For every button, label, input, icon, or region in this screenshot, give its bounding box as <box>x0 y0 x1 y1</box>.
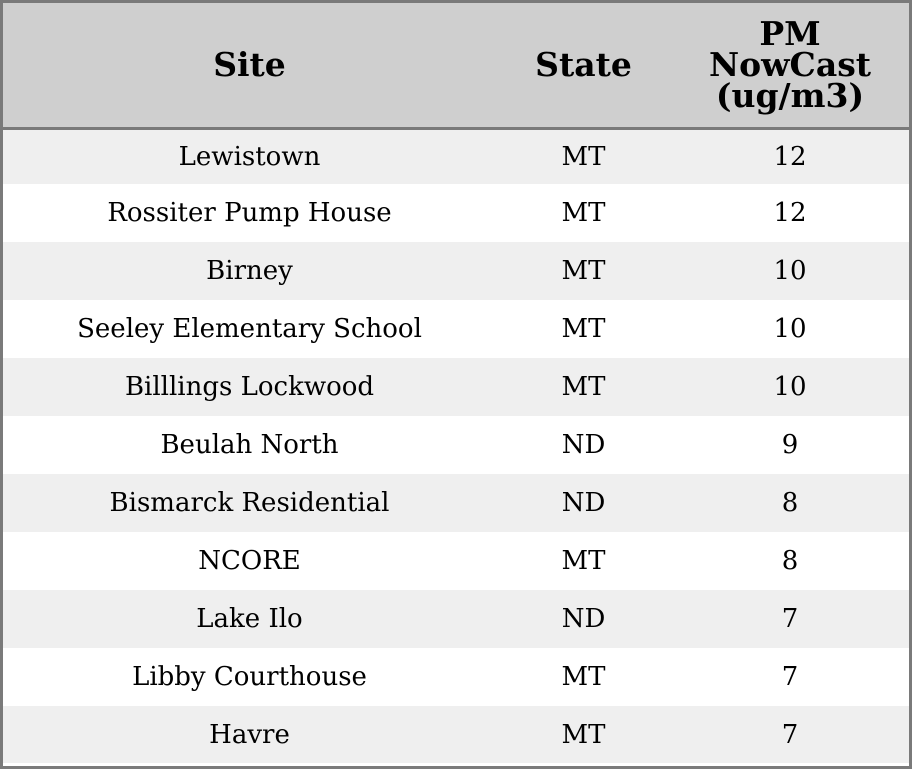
cell-site: Lake Ilo <box>196 604 303 634</box>
cell-state: MT <box>561 719 606 750</box>
cell-state: ND <box>561 430 606 460</box>
table-row <box>3 242 909 300</box>
cell-site: Libby Courthouse <box>132 662 367 692</box>
cell-state: ND <box>561 488 606 518</box>
cell-state: ND <box>561 604 606 634</box>
table-row <box>3 184 909 242</box>
cell-state: MT <box>561 314 606 344</box>
cell-site: Birney <box>206 256 293 286</box>
cell-state: MT <box>561 256 606 286</box>
table-row <box>3 532 909 590</box>
table-row <box>3 474 909 532</box>
table-row <box>3 358 909 416</box>
cell-pm-nowcast: 8 <box>781 546 799 576</box>
cell-pm-nowcast: 7 <box>781 719 799 750</box>
header-row <box>3 3 909 128</box>
cell-pm-nowcast: 7 <box>781 662 799 692</box>
cell-site: NCORE <box>198 546 301 576</box>
cell-pm-nowcast: 7 <box>781 604 799 634</box>
table-row <box>3 648 909 706</box>
column-header-pm-nowcast: PM NowCast (ug/m3) <box>671 3 909 128</box>
table-row <box>3 590 909 648</box>
table-row <box>3 706 909 763</box>
column-header-site: Site <box>3 3 496 128</box>
cell-pm-nowcast: 9 <box>781 430 799 460</box>
column-header-state: State <box>496 3 671 128</box>
table-body <box>3 128 909 763</box>
cell-state: MT <box>561 141 606 172</box>
cell-pm-nowcast: 10 <box>773 256 807 286</box>
table-row <box>3 128 909 184</box>
pm-nowcast-table <box>3 3 909 763</box>
table-row <box>3 300 909 358</box>
cell-state: MT <box>561 198 606 228</box>
cell-pm-nowcast: 10 <box>773 314 807 344</box>
cell-site: Rossiter Pump House <box>107 198 392 228</box>
cell-site: Havre <box>209 719 290 750</box>
cell-pm-nowcast: 8 <box>781 488 799 518</box>
cell-pm-nowcast: 10 <box>773 372 807 402</box>
cell-site: Bismarck Residential <box>109 488 390 518</box>
table-row <box>3 416 909 474</box>
cell-pm-nowcast: 12 <box>773 198 807 228</box>
cell-state: MT <box>561 372 606 402</box>
cell-state: MT <box>561 662 606 692</box>
cell-site: Billlings Lockwood <box>124 372 375 402</box>
cell-site: Lewistown <box>178 141 321 172</box>
cell-site: Seeley Elementary School <box>77 314 422 344</box>
cell-site: Beulah North <box>160 430 339 460</box>
cell-state: MT <box>561 546 606 576</box>
cell-pm-nowcast: 12 <box>773 141 807 172</box>
